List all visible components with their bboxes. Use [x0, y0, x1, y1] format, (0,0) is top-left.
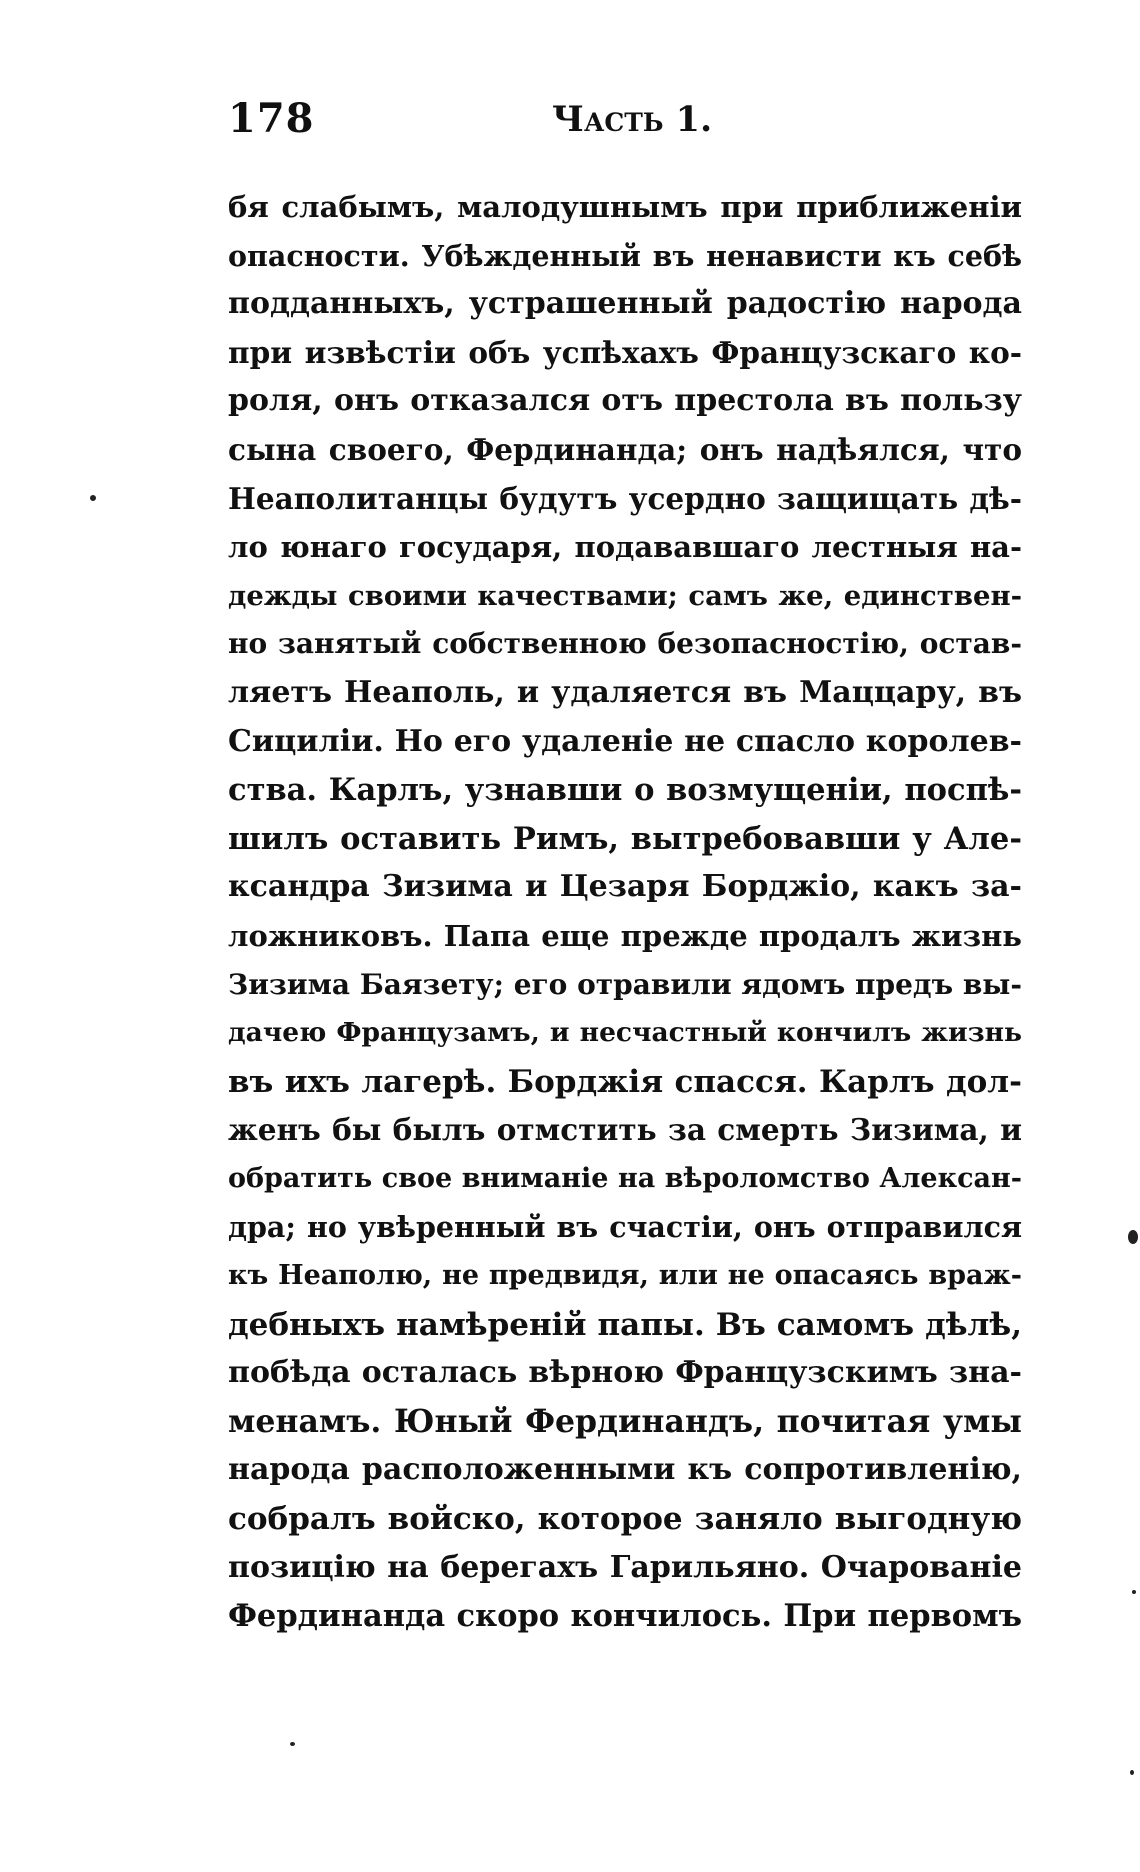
text-line: Неаполитанцы будутъ усердно защищать дѣ-: [228, 480, 1022, 516]
text-line: Зизима Баязету; его отравили ядомъ предъ вы-: [228, 967, 1022, 1001]
text-line: женъ бы былъ отмстить за смерть Зизима, и: [228, 1112, 1022, 1148]
text-line: сына своего, Фердинанда; онъ надѣялся, что: [228, 431, 1022, 467]
text-line: ства. Карлъ, узнавши о возмущенiи, поспѣ-: [228, 772, 1022, 809]
page-number: 178: [228, 95, 315, 142]
text-line: бя слабымъ, малодушнымъ при приближенiи: [228, 190, 1022, 224]
text-line: но занятый собственною безопасностiю, остав-: [228, 627, 1022, 661]
text-line: обратить свое вниманiе на вѣроломство Алексан-: [228, 1162, 1022, 1194]
text-line: Фердинанда скоро кончилось. При первомъ: [228, 1598, 1022, 1635]
scan-speck: [90, 495, 96, 501]
text-line: побѣда осталась вѣрною Французскимъ зна-: [228, 1355, 1022, 1391]
text-line: при извѣстiи объ успѣхахъ Французскаго ко-: [228, 334, 1022, 370]
text-line: ляетъ Неаполь, и удаляется въ Маццару, въ: [228, 674, 1022, 710]
text-line: позицiю на берегахъ Гарильяно. Очарованiе: [228, 1549, 1022, 1585]
text-line: въ ихъ лагерѣ. Борджiя спасся. Карлъ дол-: [228, 1063, 1022, 1100]
text-line: ложниковъ. Папа еще прежде продалъ жизнь: [228, 918, 1022, 953]
text-line: дебныхъ намѣренiй папы. Въ самомъ дѣлѣ,: [228, 1306, 1022, 1343]
text-line: опасности. Убѣжденный въ ненависти къ себѣ: [228, 238, 1022, 273]
scan-speck: [1128, 1230, 1138, 1244]
text-line: къ Неаполю, не предвидя, или не опасаясь враж-: [228, 1260, 1022, 1292]
scan-speck: [1130, 1770, 1134, 1775]
text-line: дра; но увѣренный въ счастiи, онъ отправился: [228, 1210, 1022, 1245]
scan-speck: [290, 1742, 295, 1746]
text-line: менамъ. Юный Фердинандъ, почитая умы: [228, 1402, 1022, 1440]
text-line: дежды своими качествами; самъ же, единствен-: [228, 579, 1022, 612]
text-line: подданныхъ, устрашенный радостiю народа: [228, 286, 1022, 322]
text-line: собралъ войско, которое заняло выгодную: [228, 1501, 1022, 1538]
text-line: шилъ оставить Римъ, вытребовавши у Але-: [228, 820, 1022, 857]
running-head: Часть 1.: [552, 99, 713, 140]
text-line: дачею Французамъ, и несчастный кончилъ жизнь: [228, 1017, 1022, 1049]
text-line: народа расположенными къ сопротивленiю,: [228, 1452, 1022, 1488]
text-line: роля, онъ отказался отъ престола въ пользу: [228, 383, 1022, 419]
text-line: ло юнаго государя, подававшаго лестныя на-: [228, 530, 1022, 565]
scan-speck: [1132, 1590, 1136, 1594]
text-line: ксандра Зизима и Цезаря Борджiо, какъ за-: [228, 869, 1022, 905]
text-line: Сицилiи. Но его удаленiе не спасло королев-: [228, 723, 1022, 759]
body-text: [228, 183, 1022, 1641]
page-header: [228, 95, 1028, 155]
